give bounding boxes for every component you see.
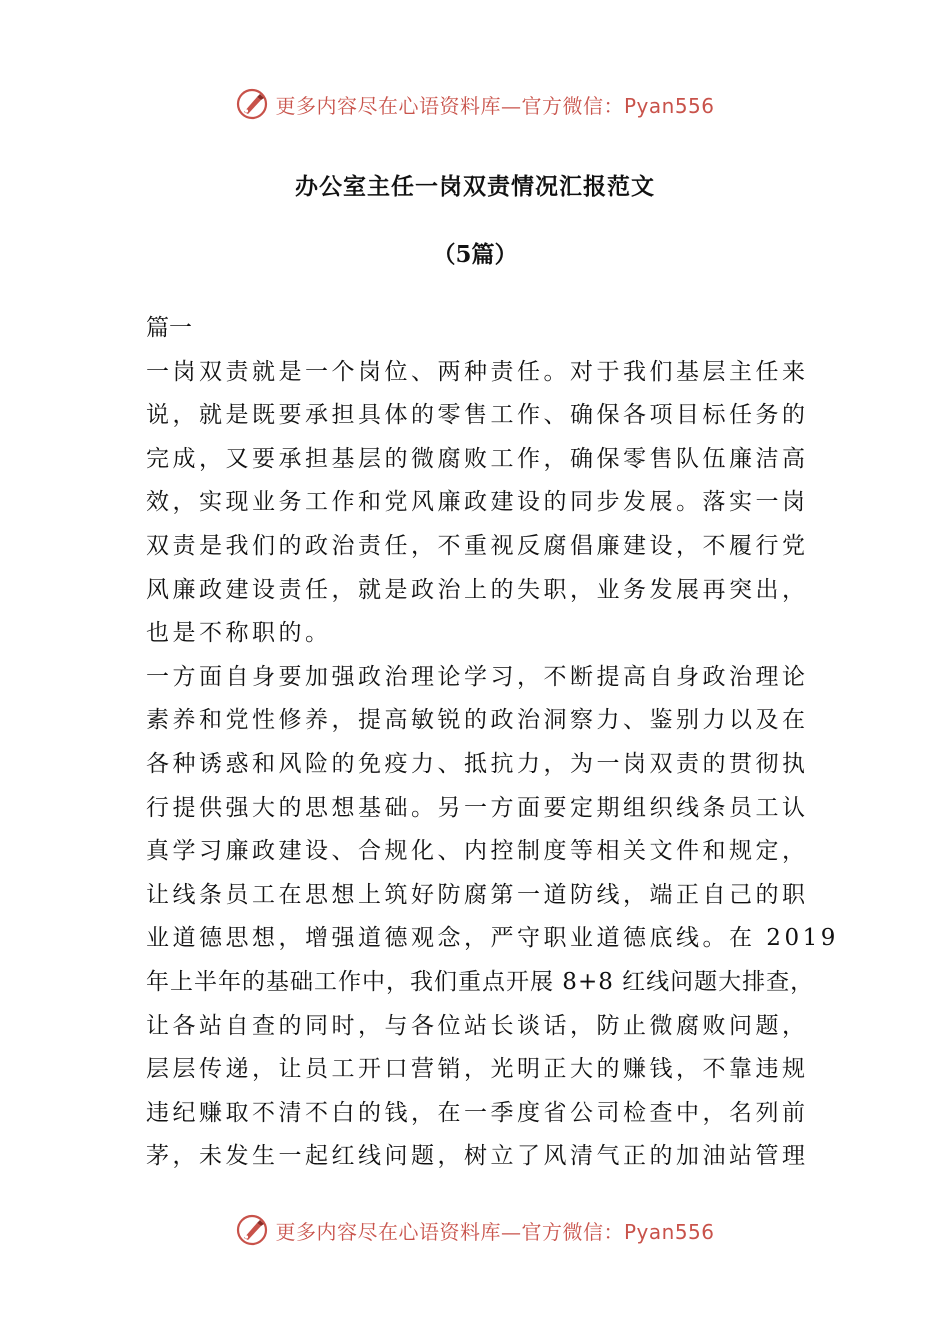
paragraph-2	[146, 656, 839, 1179]
banner-wechat-id: Pyan556	[623, 93, 715, 118]
paragraph-line: 也是不称职的。	[146, 620, 332, 647]
banner-wechat-id: Pyan556	[623, 1219, 715, 1244]
paragraph-line: 一方面自身要加强政治理论学习，不断提高自身政治理论	[146, 663, 809, 690]
document-title: 办公室主任一岗双责情况汇报范文	[295, 173, 655, 200]
paragraph-line: 业道德思想，增强道德观念，严守职业道德底线。在 2019	[146, 925, 839, 952]
banner-main-text: 更多内容尽在心语资料库—官方微信：	[275, 93, 624, 118]
paragraph-line: 让线条员工在思想上筑好防腐第一道防线，端正自己的职	[146, 881, 809, 908]
banner-text	[275, 1216, 714, 1245]
section-heading: 篇一	[146, 315, 192, 341]
header-watermark-banner	[0, 84, 950, 124]
paragraph-1	[146, 351, 814, 656]
paragraph-line: 风廉政建设责任，就是政治上的失职，业务发展再突出，	[146, 576, 809, 603]
paragraph-line: 年上半年的基础工作中，我们重点开展 8+8 红线问题大排查，	[146, 968, 815, 995]
pen-nib-logo-icon	[235, 87, 269, 121]
paragraph-line: 素养和党性修养，提高敏锐的政治洞察力、鉴别力以及在	[146, 707, 809, 734]
document-body	[146, 307, 839, 1179]
paragraph-line: 层层传递，让员工开口营销，光明正大的赚钱，不靠违规	[146, 1056, 809, 1083]
paragraph-line: 真学习廉政建设、合规化、内控制度等相关文件和规定，	[146, 838, 809, 865]
pen-nib-logo-icon	[235, 1213, 269, 1247]
document-subtitle: （5篇）	[432, 241, 518, 268]
banner-main-text: 更多内容尽在心语资料库—官方微信：	[275, 1219, 624, 1244]
paragraph-line: 双责是我们的政治责任，不重视反腐倡廉建设，不履行党	[146, 532, 809, 559]
paragraph-line: 效，实现业务工作和党风廉政建设的同步发展。落实一岗	[146, 489, 809, 516]
paragraph-line: 各种诱惑和风险的免疫力、抵抗力，为一岗双责的贯彻执	[146, 750, 809, 777]
paragraph-line: 让各站自查的同时，与各位站长谈话，防止微腐败问题，	[146, 1012, 809, 1039]
paragraph-line: 行提供强大的思想基础。另一方面要定期组织线条员工认	[146, 794, 809, 821]
paragraph-line: 一岗双责就是一个岗位、两种责任。对于我们基层主任来	[146, 358, 809, 385]
paragraph-line: 茅，未发生一起红线问题，树立了风清气正的加油站管理	[146, 1143, 809, 1170]
paragraph-line: 完成，又要承担基层的微腐败工作，确保零售队伍廉洁高	[146, 445, 809, 472]
banner-text	[275, 90, 714, 119]
paragraph-line: 违纪赚取不清不白的钱，在一季度省公司检查中，名列前	[146, 1099, 809, 1126]
paragraph-line: 说，就是既要承担具体的零售工作、确保各项目标任务的	[146, 402, 809, 429]
footer-watermark-banner	[0, 1210, 950, 1250]
